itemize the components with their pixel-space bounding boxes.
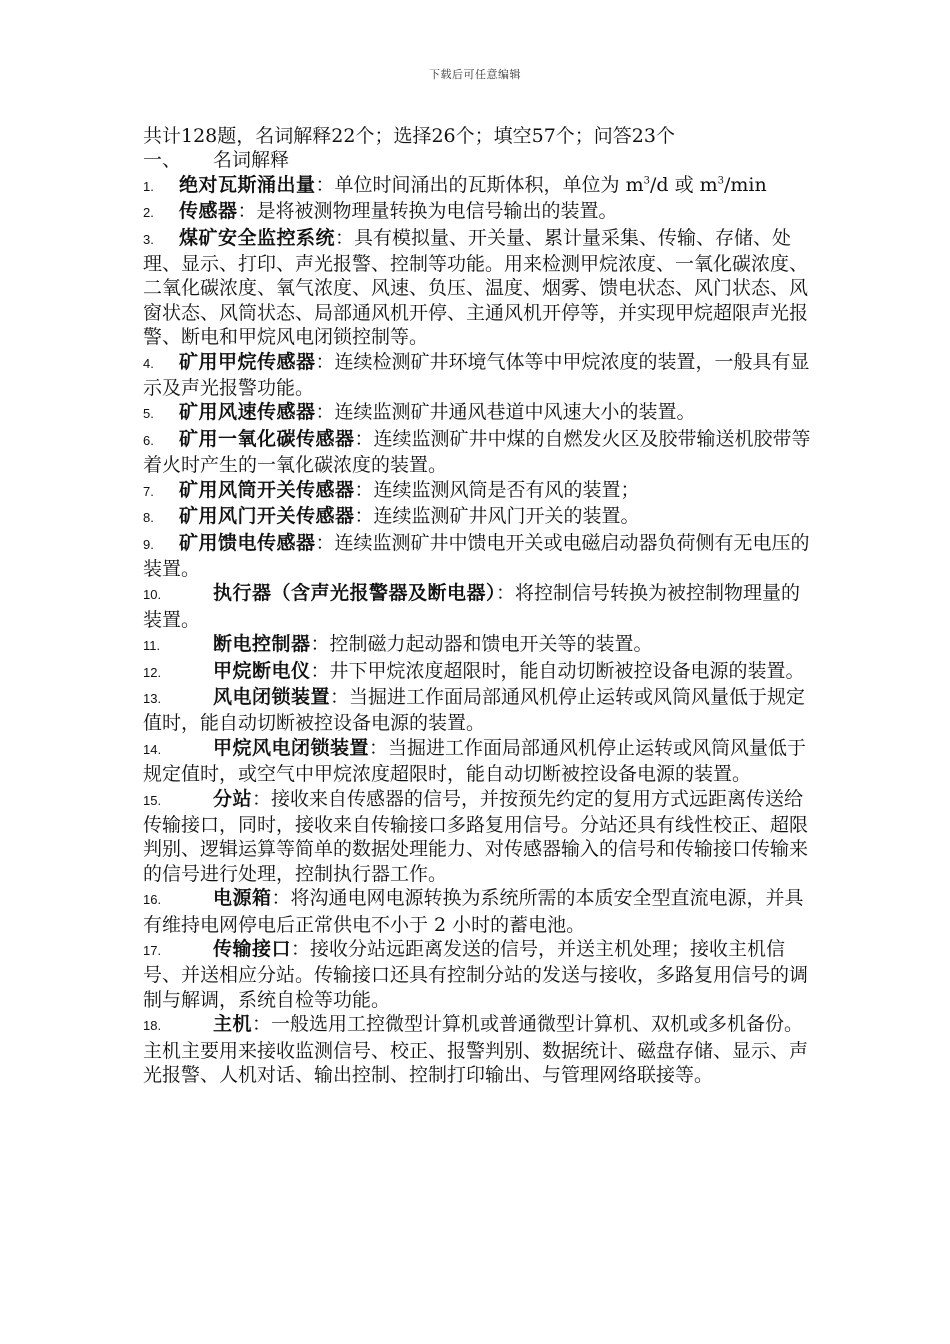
item-text: 控制磁力起动器和馈电开关等的装置。 [329, 633, 653, 656]
item-term: 执行器（含声光报警器及断电器） [213, 582, 497, 605]
item-colon: ： [354, 505, 374, 528]
definition-item [143, 736, 811, 787]
item-colon: ： [310, 633, 330, 656]
item-colon: ： [354, 427, 374, 450]
definition-item [143, 581, 811, 632]
definition-item [143, 350, 811, 401]
item-term: 风电闭锁装置 [213, 685, 331, 708]
item-term: 传输接口 [213, 938, 292, 960]
item-text: 将沟通电网电源转换为系统所需的本质安全型直流电源，并具有维持电网停电后正常供电不小于 2 小时的蓄电池。 [143, 887, 804, 936]
item-number: 2. [143, 205, 154, 221]
item-colon: ： [496, 582, 516, 605]
item-number: 7. [143, 483, 154, 499]
item-text: 连续监测风筒是否有风的装置； [373, 478, 640, 501]
item-number: 11. [143, 638, 161, 654]
definition-item [143, 632, 811, 658]
item-term: 甲烷风电闭锁装置 [213, 736, 370, 759]
item-number: 13. [143, 690, 162, 706]
item-text: 当掘进工作面局部通风机停止运转或风筒风量低于规定值时，能自动切断被控设备电源的装置。 [143, 685, 806, 735]
item-colon: ： [315, 173, 335, 196]
item-number: 4. [143, 355, 154, 371]
item-term: 矿用风门开关传感器 [179, 505, 355, 528]
document-body [143, 124, 811, 1087]
item-text: 具有模拟量、开关量、累计量采集、传输、存储、处理、显示、打印、声光报警、控制等功能。用来检测甲烷浓度、一氧化碳浓度、二氧化碳浓度、氧气浓度、风速、负压、温度、烟雾、馈电状态、风门状态、风窗状态、风筒状态、局部通风机开停、主通风机开停等，并实现甲烷超限声光报警、断电和甲烷风电闭锁控制等。 [143, 226, 809, 349]
item-colon: ： [335, 226, 355, 249]
item-term: 分站 [213, 787, 253, 810]
definition-item [143, 787, 811, 887]
definition-item [143, 173, 811, 199]
item-colon: ： [315, 401, 335, 424]
item-number: 18. [143, 1018, 162, 1034]
item-term: 矿用风速传感器 [179, 401, 316, 424]
item-colon: ： [315, 350, 335, 373]
item-text: 是将被测物理量转换为电信号输出的装置。 [256, 200, 618, 223]
definition-item [143, 478, 811, 504]
item-number: 9. [143, 536, 154, 552]
definition-item [143, 685, 811, 736]
item-text: 连续检测矿井环境气体等中甲烷浓度的装置，一般具有显示及声光报警功能。 [143, 350, 810, 400]
page-header: 下载后可任意编辑 [429, 68, 521, 81]
superscript: 3 [717, 175, 725, 187]
definition-item [143, 937, 811, 1012]
item-term: 主机 [213, 1013, 253, 1036]
item-number: 17. [143, 943, 162, 958]
item-term: 矿用馈电传感器 [179, 531, 316, 554]
item-term: 矿用甲烷传感器 [179, 350, 316, 373]
item-number: 6. [143, 432, 154, 448]
item-term: 断电控制器 [213, 633, 311, 656]
section-title: 名词解释 [213, 149, 290, 172]
item-number: 1. [143, 178, 154, 194]
item-number: 3. [143, 231, 154, 247]
item-colon: ： [315, 531, 335, 554]
item-text: 单位时间涌出的瓦斯体积，单位为 m [334, 173, 644, 196]
item-colon: ： [237, 200, 257, 223]
item-term: 绝对瓦斯涌出量 [179, 173, 316, 196]
item-term: 电源箱 [213, 887, 272, 910]
item-text-2: /d 或 m [649, 173, 718, 196]
item-term: 矿用风筒开关传感器 [179, 478, 355, 501]
item-term: 甲烷断电仪 [213, 659, 311, 682]
item-text: 一般选用工控微型计算机或普通微型计算机、双机或多机备份。主机主要用来接收监测信号、校正、报警判别、数据统计、磁盘存储、显示、声光报警、人机对话、输出控制、控制打印输出、与管理网络联接等。 [143, 1013, 809, 1087]
item-term: 传感器 [179, 200, 238, 223]
item-colon: ： [354, 478, 374, 501]
definition-item [143, 886, 811, 937]
item-text: 连续监测矿井通风巷道中风速大小的装置。 [334, 401, 696, 424]
definition-item [143, 199, 811, 225]
item-number: 14. [143, 741, 162, 757]
definition-item [143, 226, 811, 350]
item-text: 当掘进工作面局部通风机停止运转或风筒风量低于规定值时，或空气中甲烷浓度超限时，能自动切断被控设备电源的装置。 [143, 736, 807, 786]
item-text: 连续监测矿井风门开关的装置。 [373, 505, 640, 528]
item-number: 8. [143, 510, 154, 526]
item-number: 12. [143, 664, 162, 680]
definition-item [143, 659, 811, 685]
item-number: 16. [143, 892, 162, 908]
item-colon: ： [252, 787, 272, 810]
summary-line: 共计128题，名词解释22个；选择26个；填空57个；问答23个 [143, 125, 675, 147]
item-number: 5. [143, 406, 154, 422]
item-colon: ： [252, 1013, 272, 1036]
definition-item [143, 531, 811, 582]
definition-item [143, 400, 811, 426]
item-text: 接收分站远距离发送的信号，并送主机处理；接收主机信号、并送相应分站。传输接口还具有控制分站的发送与接收，多路复用信号的调制与解调，系统自检等功能。 [143, 938, 809, 1011]
item-number: 10. [143, 587, 162, 603]
superscript: 3 [643, 175, 650, 187]
item-term: 矿用一氧化碳传感器 [179, 427, 355, 450]
definition-item [143, 504, 811, 530]
item-text: 接收来自传感器的信号，并按预先约定的复用方式远距离传送给传输接口，同时，接收来自传输接口多路复用信号。分站还具有线性校正、超限判别、逻辑运算等简单的数据处理能力、对传感器输入的信号和传输接口传输来的信号进行处理，控制执行器工作。 [143, 787, 809, 885]
definition-item [143, 427, 811, 478]
item-term: 煤矿安全监控系统 [179, 226, 336, 249]
item-text: 将控制信号转换为被控制物理量的装置。 [143, 582, 801, 631]
item-colon: ： [369, 736, 389, 759]
definition-item [143, 1012, 811, 1087]
item-text: 井下甲烷浓度超限时，能自动切断被控设备电源的装置。 [329, 659, 805, 682]
item-text: 连续监测矿井中煤的自燃发火区及胶带输送机胶带等着火时产生的一氧化碳浓度的装置。 [143, 427, 811, 477]
item-colon: ： [330, 685, 350, 708]
item-number: 15. [143, 792, 162, 808]
section-number: 一、 [143, 149, 182, 172]
item-text-3: /min [724, 173, 767, 196]
section-heading [143, 148, 811, 172]
item-colon: ： [271, 887, 291, 910]
item-colon: ： [310, 659, 330, 682]
item-text: 连续监测矿井中馈电开关或电磁启动器负荷侧有无电压的装置。 [143, 531, 810, 580]
item-colon: ： [291, 938, 311, 960]
